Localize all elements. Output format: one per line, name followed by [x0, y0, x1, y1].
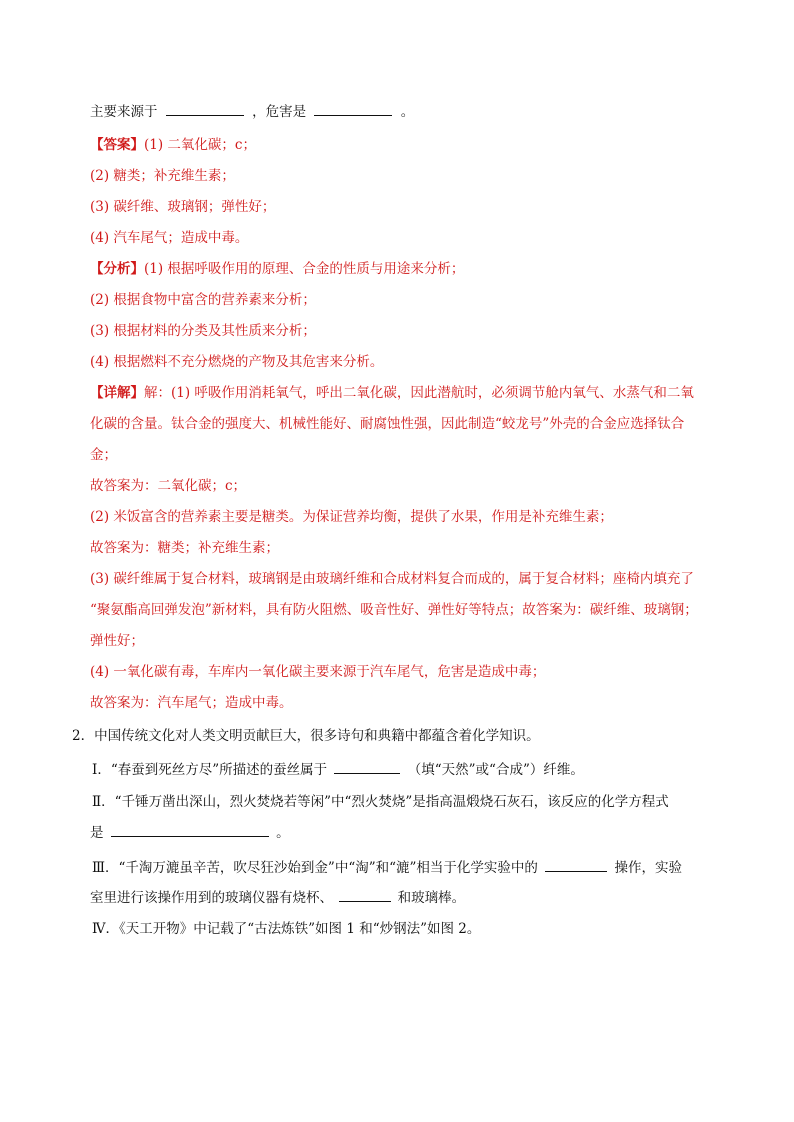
answer-2: (2) 糖类；补充维生素；: [90, 168, 235, 184]
detail-9: 弹性好；: [90, 633, 144, 649]
question-2-part-2-answer: [90, 822, 734, 843]
question-2-part-4: Ⅳ．《天工开物》中记载了“古法炼铁”如图 1 和“炒钢法”如图 2。: [92, 921, 481, 937]
analysis-tag: 【分析】: [90, 261, 144, 277]
answer-tag: 【答案】: [90, 137, 144, 153]
detail-7: (3) 碳纤维属于复合材料，玻璃钢是由玻璃纤维和合成材料复合而成的，属于复合材料；座椅内填充了: [90, 571, 694, 587]
analysis-4: (4) 根据燃料不充分燃烧的产物及其危害来分析。: [90, 354, 384, 370]
text-main-source: 主要来源于: [90, 104, 158, 120]
answer-line-1: [90, 135, 734, 155]
text-period: 。: [400, 104, 415, 120]
detail-11: 故答案为：汽车尾气；造成中毒。: [90, 695, 293, 711]
q2-iii-end: 和玻璃棒。: [397, 890, 466, 906]
analysis-3: (3) 根据材料的分类及其性质来分析；: [90, 323, 316, 339]
detail-line-1: [90, 383, 734, 403]
detail-5: (2) 米饭富含的营养素主要是糖类。为保证营养均衡，提供了水果，作用是补充维生素；: [90, 509, 613, 525]
line-source-harm: [90, 101, 734, 122]
question-2-part-3-cont: [90, 887, 734, 908]
analysis-2: (2) 根据食物中富含的营养素来分析；: [90, 292, 316, 308]
blank-equation[interactable]: [111, 822, 269, 837]
q2-ii-period: 。: [276, 825, 290, 841]
blank-instrument[interactable]: [339, 887, 391, 902]
detail-1: 解：(1) 呼吸作用消耗氧气，呼出二氧化碳，因此潜航时，必须调节舱内氧气、水蒸气和二氧: [144, 385, 694, 401]
question-2-part-3: [92, 857, 734, 878]
blank-source[interactable]: [166, 101, 244, 116]
q2-ii-is: 是: [90, 825, 104, 841]
analysis-line-1: [90, 259, 734, 279]
detail-3: 金；: [90, 447, 117, 463]
analysis-1: (1) 根据呼吸作用的原理、合金的性质与用途来分析；: [144, 261, 465, 277]
detail-2: 化碳的含量。钛合金的强度大、机械性能好、耐腐蚀性强，因此制造“蛟龙号”外壳的合金应选择钛合: [90, 416, 685, 432]
blank-harm[interactable]: [314, 101, 392, 116]
question-2-part-2: Ⅱ．“千锤万凿出深山，烈火焚烧若等闲”中“烈火焚烧”是指高温煅烧石灰石，该反应的化学方程式: [92, 794, 669, 810]
q2-i-text: Ⅰ．“春蚕到死丝方尽”所描述的蚕丝属于: [92, 762, 328, 778]
blank-silk-type[interactable]: [334, 759, 400, 774]
q2-iii-lab: 室里进行该操作用到的玻璃仪器有烧杯、: [90, 890, 333, 906]
text-harm: ，危害是: [252, 104, 307, 120]
blank-operation[interactable]: [545, 857, 607, 872]
detail-4: 故答案为：二氧化碳；c；: [90, 478, 247, 494]
question-2-part-1: [92, 759, 734, 780]
answer-1: (1) 二氧化碳；c；: [144, 137, 256, 153]
q2-iii-after: 操作，实验: [614, 860, 683, 876]
detail-tag: 【详解】: [90, 385, 144, 401]
answer-3: (3) 碳纤维、玻璃钢；弹性好；: [90, 199, 276, 215]
detail-6: 故答案为：糖类；补充维生素；: [90, 540, 279, 556]
answer-4: (4) 汽车尾气；造成中毒。: [90, 230, 249, 246]
detail-10: (4) 一氧化碳有毒，车库内一氧化碳主要来源于汽车尾气，危害是造成中毒；: [90, 664, 546, 680]
q2-i-hint: （填“天然”或“合成”）纤维。: [407, 762, 584, 778]
question-2-stem: 2．中国传统文化对人类文明贡献巨大，很多诗句和典籍中都蕴含着化学知识。: [72, 728, 540, 744]
q2-iii-text: Ⅲ．“千淘万漉虽辛苦，吹尽狂沙始到金”中“淘”和“漉”相当于化学实验中的: [92, 860, 538, 876]
detail-8: “聚氨酯高回弹发泡”新材料，具有防火阻燃、吸音性好、弹性好等特点；故答案为：碳纤维、玻璃钢；: [90, 602, 698, 618]
